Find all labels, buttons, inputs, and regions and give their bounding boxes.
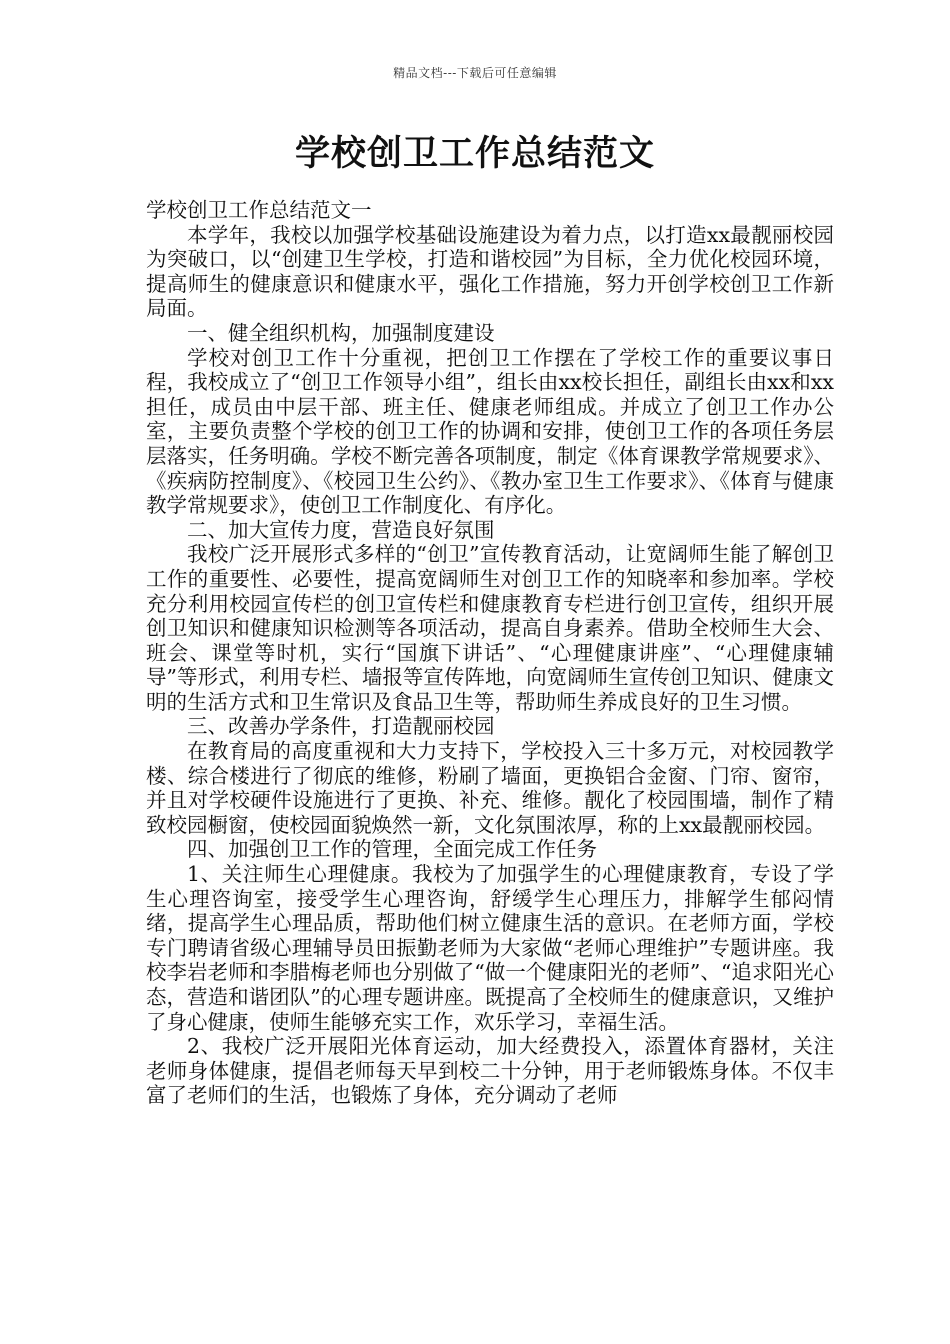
section-heading-4: 四、加强创卫工作的管理，全面完成工作任务 [187, 837, 597, 862]
document-title: 学校创卫工作总结范文 [294, 134, 655, 174]
paragraph-conditions: 在教育局的高度重视和大力支持下，学校投入三十多万元，对校园教学楼、综合楼进行了彻底的维修，粉刷了墙面，更换铝合金窗、门帘、窗帘，并且对学校硬件设施进行了更换、补充、维修。靓化了校园围墙，制作了精致校园橱窗，使校园面貌焕然一新，文化氛围浓厚，称的上xx最靓丽校园。 [146, 739, 834, 837]
paragraph-sports: 2、我校广泛开展阳光体育运动，加大经费投入，添置体育器材，关注老师身体健康，提倡老师每天早到校二十分钟，用于老师锻炼身体。不仅丰富了老师们的生活，也锻炼了身体，充分调动了老师 [146, 1034, 834, 1108]
paragraph-intro: 本学年，我校以加强学校基础设施建设为着力点，以打造xx最靓丽校园为突破口，以“创建卫生学校，打造和谐校园”为目标，全力优化校园环境，提高师生的健康意识和健康水平，强化工作措施，努力开创学校创卫工作新局面。 [146, 222, 834, 321]
paragraph-mental-health: 1、关注师生心理健康。我校为了加强学生的心理健康教育，专设了学生心理咨询室，接受学生心理咨询，舒缓学生心理压力，排解学生郁闷情绪，提高学生心理品质，帮助他们树立健康生活的意识。在老师方面，学校专门聘请省级心理辅导员田振勤老师为大家做“老师心理维护”专题讲座。我校李岩老师和李腊梅老师也分别做了“做一个健康阳光的老师”、“追求阳光心态，营造和谐团队”的心理专题讲座。既提高了全校师生的健康意识，又维护了身心健康，使师生能够充实工作，欢乐学习，幸福生活。 [146, 862, 834, 1034]
paragraph-organization: 学校对创卫工作十分重视，把创卫工作摆在了学校工作的重要议事日程，我校成立了“创卫工作领导小组”，组长由xx校长担任，副组长由xx和xx担任，成员由中层干部、班主任、健康老师组成。并成立了创卫工作办公室，主要负责整个学校的创卫工作的协调和安排，使创卫工作的各项任务层层落实，任务明确。学校不断完善各项制度，制定《体育课教学常规要求》、《疾病防控制度》、《校园卫生公约》、《教办室卫生工作要求》、《体育与健康教学常规要求》，使创卫工作制度化、有序化。 [146, 345, 834, 518]
section-heading-3: 三、改善办学条件，打造靓丽校园 [187, 714, 495, 739]
header-note: 精品文档---下载后可任意编辑 [393, 66, 557, 80]
paragraph-publicity: 我校广泛开展形式多样的“创卫”宣传教育活动，让宽阔师生能了解创卫工作的重要性、必要性，提高宽阔师生对创卫工作的知晓率和参加率。学校充分利用校园宣传栏的创卫宣传栏和健康教育专栏进行创卫宣传，组织开展创卫知识和健康知识检测等各项活动，提高自身素养。借助全校师生大会、班会、课堂等时机，实行“国旗下讲话”、“心理健康讲座”、“心理健康辅导”等形式，利用专栏、墙报等宣传阵地，向宽阔师生宣传创卫知识、健康文明的生活方式和卫生常识及食品卫生等，帮助师生养成良好的卫生习惯。 [146, 542, 834, 714]
section-heading-1: 一、健全组织机构，加强制度建设 [187, 320, 495, 345]
document-body [146, 198, 834, 1108]
section-heading-2: 二、加大宣传力度，营造良好氛围 [187, 517, 495, 542]
subtitle-line: 学校创卫工作总结范文一 [146, 198, 372, 222]
